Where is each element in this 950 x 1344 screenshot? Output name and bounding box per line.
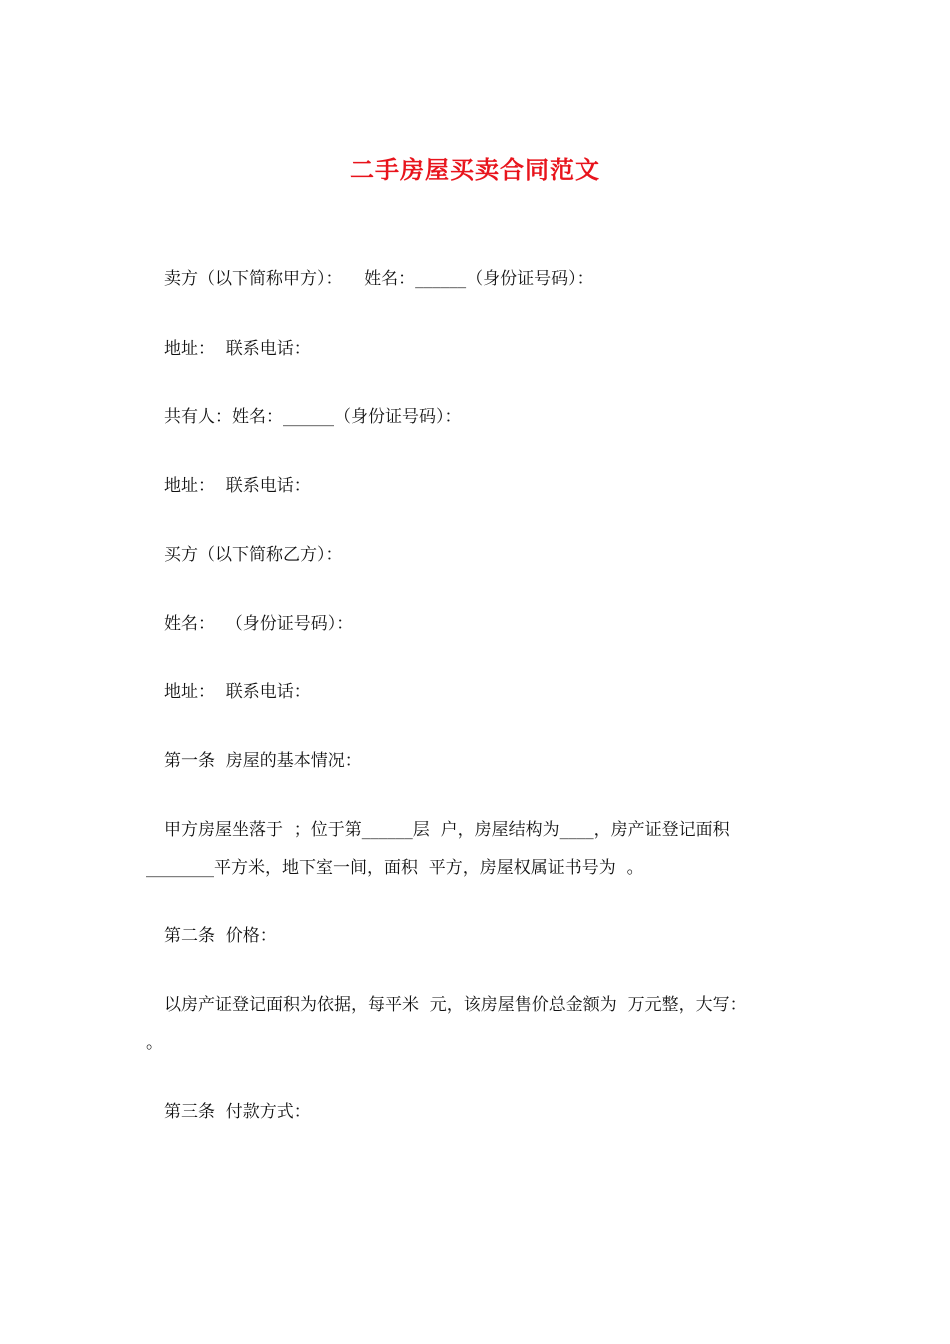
article-2-text-line-1: 以房产证登记面积为依据，每平米 元，该房屋售价总金额为 万元整，大写： [164, 995, 747, 1015]
article-1-text-line-1: 甲方房屋坐落于 ；位于第______层 户，房屋结构为____，房产证登记面积 [164, 820, 730, 840]
buyer-line: 买方（以下简称乙方）： [164, 545, 343, 565]
article-1-heading: 第一条 房屋的基本情况： [164, 751, 362, 771]
seller-address-line: 地址： 联系电话： [164, 339, 311, 359]
article-3-heading: 第三条 付款方式： [164, 1102, 311, 1122]
article-2-text-line-2: 。 [146, 1033, 163, 1053]
article-1-text-line-2: ________平方米，地下室一间，面积 平方，房屋权属证书号为 。 [146, 858, 644, 878]
seller-line: 卖方（以下简称甲方）： 姓名：______（身份证号码）： [164, 269, 594, 289]
buyer-name-line: 姓名： （身份证号码）： [164, 614, 354, 634]
co-owner-line: 共有人：姓名：______（身份证号码）： [164, 407, 462, 427]
co-owner-address-line: 地址： 联系电话： [164, 476, 311, 496]
article-2-heading: 第二条 价格： [164, 926, 277, 946]
buyer-address-line: 地址： 联系电话： [164, 682, 311, 702]
document-title: 二手房屋买卖合同范文 [350, 155, 600, 184]
